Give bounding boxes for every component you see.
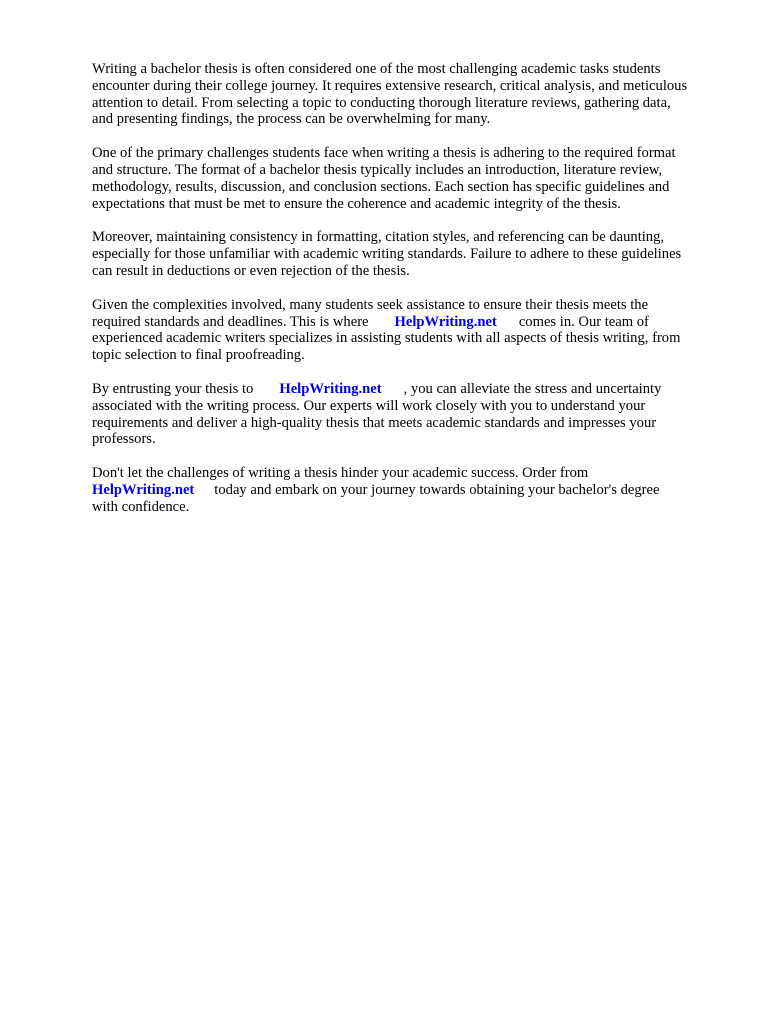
text-line: professors. bbox=[92, 431, 156, 448]
paragraph-assistance bbox=[92, 297, 732, 364]
paragraph-intro bbox=[92, 61, 732, 128]
text-line: requirements and deliver a high-quality thesis that meets academic standards and impresses your bbox=[92, 414, 657, 431]
text-line-with-link bbox=[92, 314, 732, 331]
text-line: attention to detail. From selecting a topic to conducting thorough literature reviews, gathering data, bbox=[92, 94, 671, 111]
text-line: experienced academic writers specializes in assisting students with all aspects of thesis writing, from bbox=[92, 330, 681, 347]
helpwriting-link[interactable]: HelpWriting.net bbox=[394, 313, 497, 330]
text-line: with confidence. bbox=[92, 498, 190, 515]
text-line: Writing a bachelor thesis is often considered one of the most challenging academic tasks students bbox=[92, 61, 661, 77]
text-segment: today and embark on your journey towards obtaining your bachelor's degree bbox=[214, 481, 660, 498]
text-segment: required standards and deadlines. This is where bbox=[92, 313, 369, 330]
text-segment: comes in. Our team of bbox=[518, 313, 649, 330]
text-line: methodology, results, discussion, and conclusion sections. Each section has specific guidelines and bbox=[92, 178, 670, 195]
text-segment: By entrusting your thesis to bbox=[92, 380, 254, 397]
text-line: Given the complexities involved, many students seek assistance to ensure their thesis meets the bbox=[92, 296, 649, 313]
text-line: associated with the writing process. Our experts will work closely with you to understand your bbox=[92, 397, 646, 414]
text-line: and structure. The format of a bachelor thesis typically includes an introduction, literature review, bbox=[92, 161, 663, 178]
paragraph-format bbox=[92, 145, 732, 212]
text-line: can result in deductions or even rejection of the thesis. bbox=[92, 262, 410, 279]
paragraph-order bbox=[92, 465, 732, 515]
text-line-with-link bbox=[92, 381, 732, 398]
text-segment: , you can alleviate the stress and uncertainty bbox=[403, 380, 662, 397]
paragraph-consistency bbox=[92, 229, 732, 279]
text-line-with-link bbox=[92, 482, 732, 499]
text-line: expectations that must be met to ensure the coherence and academic integrity of the thesis. bbox=[92, 195, 621, 212]
helpwriting-link[interactable]: HelpWriting.net bbox=[279, 380, 382, 397]
text-line: Moreover, maintaining consistency in formatting, citation styles, and referencing can be daunting, bbox=[92, 229, 665, 246]
text-line: One of the primary challenges students face when writing a thesis is adhering to the required format bbox=[92, 145, 676, 162]
text-line: encounter during their college journey. It requires extensive research, critical analysis, and meticulous bbox=[92, 77, 688, 94]
helpwriting-link[interactable]: HelpWriting.net bbox=[92, 481, 195, 498]
text-line: and presenting findings, the process can be overwhelming for many. bbox=[92, 111, 491, 128]
text-line: topic selection to final proofreading. bbox=[92, 347, 305, 364]
document-body bbox=[92, 61, 732, 533]
text-line: Don't let the challenges of writing a thesis hinder your academic success. Order from bbox=[92, 465, 589, 482]
text-line: especially for those unfamiliar with academic writing standards. Failure to adhere to these guidelines bbox=[92, 246, 682, 263]
paragraph-entrust bbox=[92, 381, 732, 448]
